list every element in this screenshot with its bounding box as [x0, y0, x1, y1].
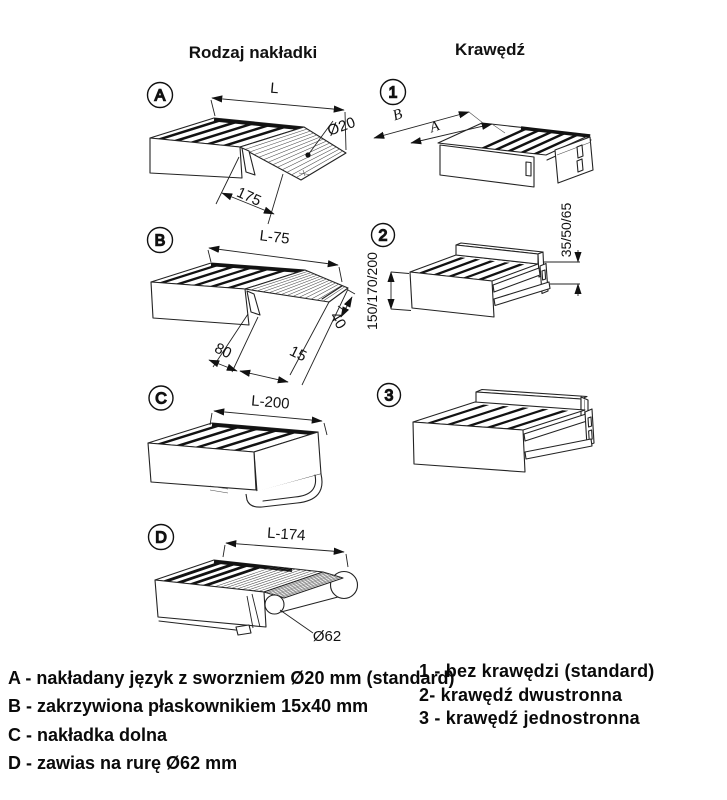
dim-label-15: 15 [286, 342, 310, 366]
variant-b-drawing [148, 227, 356, 385]
dim-label-dia20: Ø20 [325, 113, 358, 140]
pin-icon [305, 152, 310, 157]
dim-label-dia62: Ø62 [312, 628, 342, 645]
dim-label-B: B [390, 106, 405, 125]
edge-2-balloon [372, 224, 395, 247]
dim-label-A: A [427, 118, 442, 137]
edge-1-number: 1 [388, 84, 398, 102]
edge-1-balloon [381, 80, 406, 105]
legend-item-1: 1 - bez krawędzi (standard) [419, 661, 655, 681]
edge-2-drawing [364, 203, 580, 330]
legend-item-3: 3 - krawędź jednostronna [419, 708, 640, 728]
legend-item-d: D - zawias na rurę Ø62 mm [8, 753, 238, 774]
legend-edge-types [419, 660, 654, 731]
edge-3-balloon [378, 384, 401, 407]
dim-label-80: 80 [211, 339, 235, 363]
column-title-edge: Krawędź [455, 40, 525, 59]
edge-3-number: 3 [384, 387, 394, 405]
variant-d-balloon [149, 525, 174, 550]
legend-item-a: A - nakładany język z sworzniem Ø20 mm (standard) [8, 668, 455, 688]
legend-overlay-types [8, 664, 454, 778]
dim-label-40: 40 [326, 309, 350, 333]
dim-label-L200: L-200 [250, 392, 291, 413]
column-title-overlay-type: Rodzaj nakładki [188, 43, 318, 62]
variant-a-drawing [148, 80, 358, 224]
variant-a-letter: A [154, 87, 166, 105]
dim-label-L75: L-75 [258, 227, 291, 248]
edge-2-number: 2 [378, 227, 388, 245]
dim-label-175: 175 [233, 184, 264, 210]
variant-c-letter: C [155, 390, 167, 408]
dim-label-L: L [269, 79, 280, 98]
variant-b-balloon [148, 228, 173, 253]
variant-d-letter: D [155, 529, 167, 547]
variant-c-drawing [148, 386, 327, 507]
legend-item-2: 2- krawędź dwustronna [419, 684, 623, 705]
edge-3-drawing [378, 384, 595, 473]
legend-item-c: C - nakładka dolna [8, 724, 168, 745]
variant-c-balloon [149, 386, 173, 410]
dim-label-L174: L-174 [266, 524, 307, 545]
dim-label-edge-height: 35/50/65 [558, 202, 574, 258]
variant-d-drawing [149, 525, 358, 646]
dim-label-height: 150/170/200 [364, 252, 380, 330]
edge-1-drawing [374, 80, 593, 188]
legend-item-b: B - zakrzywiona płaskownikiem 15x40 mm [8, 696, 369, 717]
variant-b-letter: B [154, 232, 166, 250]
variant-a-balloon [148, 83, 173, 108]
